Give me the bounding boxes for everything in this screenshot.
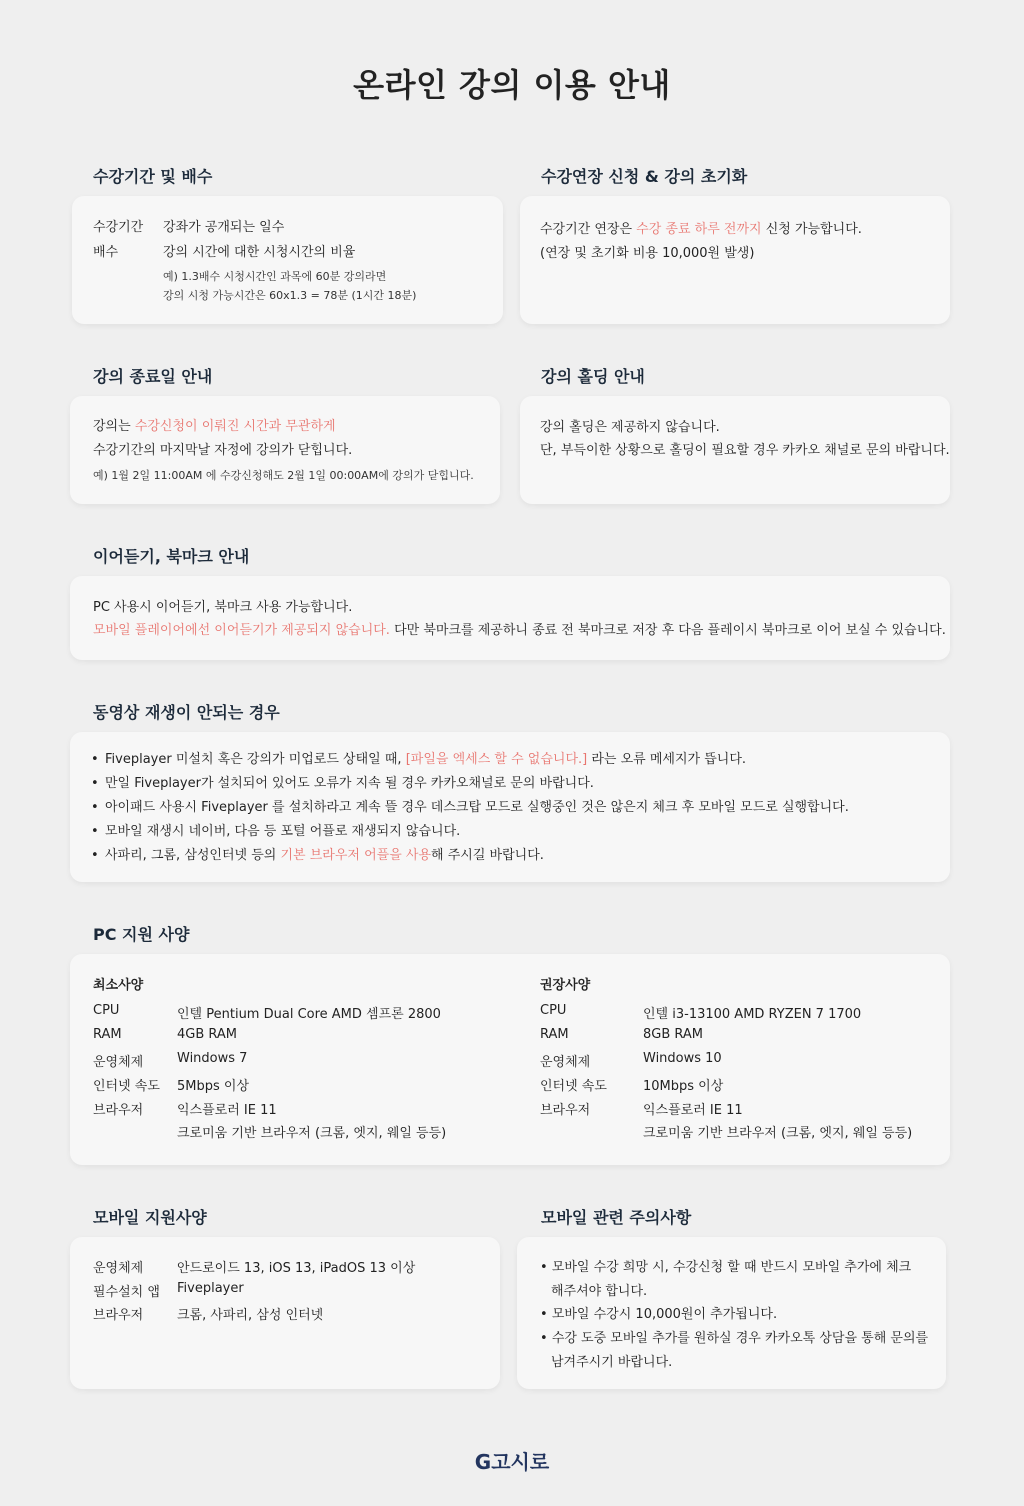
period-example-line2: 강의 시청 가능시간은 60x1.3 = 78분 (1시간 18분)	[163, 289, 417, 302]
period-example-line1: 예) 1.3배수 시청시간인 과목에 60분 강의라면	[163, 270, 387, 283]
pc-rec-label: CPU	[540, 1003, 567, 1018]
pc-min-value: 익스플로러 IE 11	[177, 1103, 277, 1118]
playback-heading: 동영상 재생이 안되는 경우	[93, 703, 280, 722]
pc-min-label: RAM	[93, 1027, 122, 1042]
pc-rec-label: RAM	[540, 1027, 569, 1042]
pc-min-value: 5Mbps 이상	[177, 1079, 250, 1094]
mobile-spec-label: 브라우저	[93, 1308, 144, 1323]
holding-heading: 강의 홀딩 안내	[541, 367, 645, 386]
extend-heading: 수강연장 신청 & 강의 초기화	[541, 167, 748, 186]
extend-line1	[540, 218, 862, 237]
playback-item5-text: 사파리, 그롬, 삼성인터넷 등의	[105, 848, 281, 863]
pc-rec-browser-extra: 크로미움 기반 브라우저 (크롬, 엣지, 웨일 등등)	[643, 1126, 913, 1141]
extend-text: 수강기간 연장은	[540, 222, 637, 237]
playback-item1-highlight: [파일을 엑세스 할 수 없습니다.]	[405, 752, 588, 767]
list-item: • 모바일 수강 희망 시, 수강신청 할 때 반드시 모바일 추가에 체크	[540, 1260, 912, 1275]
bookmark-card	[70, 576, 950, 660]
pc-min-label: CPU	[93, 1003, 120, 1018]
pc-min-title: 최소사양	[93, 978, 144, 993]
pc-rec-value: 8GB RAM	[643, 1027, 704, 1042]
pc-rec-value: 익스플로러 IE 11	[643, 1103, 743, 1118]
pc-min-value: 4GB RAM	[177, 1027, 238, 1042]
period-label-multiplier: 배수	[93, 245, 119, 260]
mobile-spec-label: 운영체제	[93, 1261, 144, 1276]
extend-highlight: 수강 종료 하루 전까지	[636, 222, 762, 237]
mobile-note1-line1: 모바일 수강 희망 시, 수강신청 할 때 반드시 모바일 추가에 체크	[551, 1260, 912, 1275]
pc-rec-value: 인텔 i3-13100 AMD RYZEN 7 1700	[643, 1007, 862, 1022]
pc-rec-value: Windows 10	[643, 1051, 722, 1066]
period-card	[72, 196, 503, 324]
list-item: • 모바일 수강시 10,000원이 추가됩니다.	[540, 1307, 778, 1322]
end-date-heading: 강의 종료일 안내	[93, 367, 213, 386]
mobile-notes-card	[517, 1237, 946, 1389]
bookmark-text: 다만 북마크를 제공하니 종료 전 북마크로 저장 후 다음 플레이시 북마크로 이어 보실 수 있습니다.	[389, 623, 946, 638]
mobile-spec-value: 크롬, 사파리, 삼성 인터넷	[177, 1308, 324, 1323]
list-item: • 만일 Fiveplayer가 설치되어 있어도 오류가 지속 될 경우 카카오채널로 문의 바랍니다.	[91, 772, 849, 796]
holding-line1: 강의 홀딩은 제공하지 않습니다.	[540, 420, 720, 435]
pc-min-value: Windows 7	[177, 1051, 248, 1066]
list-item: • 모바일 재생시 네이버, 다음 등 포털 어플로 재생되지 않습니다.	[91, 820, 849, 844]
bookmark-highlight: 모바일 플레이어에선 이어듣기가 제공되지 않습니다.	[93, 623, 390, 638]
playback-item5-end: 해 주시길 바랍니다.	[431, 848, 544, 863]
mobile-spec-card	[70, 1237, 500, 1389]
footer-logo: G고시로	[474, 1450, 550, 1474]
end-date-line1	[93, 415, 336, 434]
mobile-spec-heading: 모바일 지원사양	[93, 1208, 207, 1227]
extend-line2: (연장 및 초기화 비용 10,000원 발생)	[540, 246, 755, 261]
pc-min-label: 브라우저	[93, 1103, 144, 1118]
mobile-note3-line1: 수강 도중 모바일 추가를 원하실 경우 카카오톡 상담을 통해 문의를	[551, 1331, 929, 1346]
end-date-text: 강의는	[93, 419, 135, 434]
pc-spec-heading: PC 지원 사양	[93, 925, 190, 944]
list-item	[91, 748, 849, 772]
pc-min-label: 운영체제	[93, 1055, 144, 1070]
bookmark-line2	[93, 619, 946, 638]
period-value-days: 강좌가 공개되는 일수	[163, 220, 285, 235]
playback-item1-end: 라는 오류 메세지가 뜹니다.	[587, 752, 747, 767]
extend-card	[520, 196, 950, 324]
list-item	[91, 844, 849, 868]
end-date-highlight: 수강신청이 이뤄진 시간과 무관하게	[134, 419, 336, 434]
pc-min-label: 인터넷 속도	[93, 1079, 160, 1094]
bookmark-heading: 이어듣기, 북마크 안내	[93, 547, 250, 566]
pc-rec-label: 브라우저	[540, 1103, 591, 1118]
mobile-spec-value: Fiveplayer	[177, 1281, 244, 1296]
mobile-note2: 모바일 수강시 10,000원이 추가됩니다.	[551, 1307, 778, 1322]
list-item: • 아이패드 사용시 Fiveplayer 를 설치하라고 계속 뜰 경우 데스크탑 모드로 실행중인 것은 않은지 체크 후 모바일 모드로 실행합니다.	[91, 796, 849, 820]
extend-text-end: 신청 가능합니다.	[761, 222, 862, 237]
holding-card	[520, 396, 950, 504]
end-date-line2: 수강기간의 마지막날 자정에 강의가 닫힙니다.	[93, 443, 353, 458]
page-title: 온라인 강의 이용 안내	[353, 66, 671, 104]
bookmark-line1: PC 사용시 이어듣기, 북마크 사용 가능합니다.	[93, 600, 353, 615]
holding-line2: 단, 부득이한 상황으로 홀딩이 필요할 경우 카카오 채널로 문의 바랍니다.	[540, 443, 950, 458]
pc-rec-label: 인터넷 속도	[540, 1079, 607, 1094]
mobile-note1-line2: 해주셔야 합니다.	[551, 1284, 648, 1299]
pc-rec-title: 권장사양	[540, 978, 591, 993]
mobile-spec-label: 필수설치 앱	[93, 1285, 160, 1300]
end-date-card	[70, 396, 500, 504]
pc-rec-value: 10Mbps 이상	[643, 1079, 724, 1094]
period-label-days: 수강기간	[93, 220, 144, 235]
period-heading: 수강기간 및 배수	[93, 167, 213, 186]
pc-rec-label: 운영체제	[540, 1055, 591, 1070]
playback-item1-text: Fiveplayer 미설치 혹은 강의가 미업로드 상태일 때,	[105, 752, 406, 767]
mobile-notes-heading: 모바일 관련 주의사항	[541, 1208, 692, 1227]
playback-list	[91, 748, 849, 868]
mobile-note3-line2: 남겨주시기 바랍니다.	[551, 1355, 673, 1370]
end-date-example: 예) 1월 2일 11:00AM 에 수강신청해도 2월 1일 00:00AM에 강의가 닫힙니다.	[93, 469, 474, 482]
list-item: • 수강 도중 모바일 추가를 원하실 경우 카카오톡 상담을 통해 문의를	[540, 1331, 929, 1346]
pc-min-value: 인텔 Pentium Dual Core AMD 셈프론 2800	[177, 1007, 441, 1022]
pc-spec-card	[70, 954, 950, 1165]
playback-card	[70, 732, 950, 882]
playback-item5-highlight: 기본 브라우저 어플을 사용	[280, 848, 432, 863]
pc-min-browser-extra: 크로미움 기반 브라우저 (크롬, 엣지, 웨일 등등)	[177, 1126, 447, 1141]
mobile-spec-value: 안드로이드 13, iOS 13, iPadOS 13 이상	[177, 1261, 416, 1276]
period-value-multiplier: 강의 시간에 대한 시청시간의 비율	[163, 245, 356, 260]
